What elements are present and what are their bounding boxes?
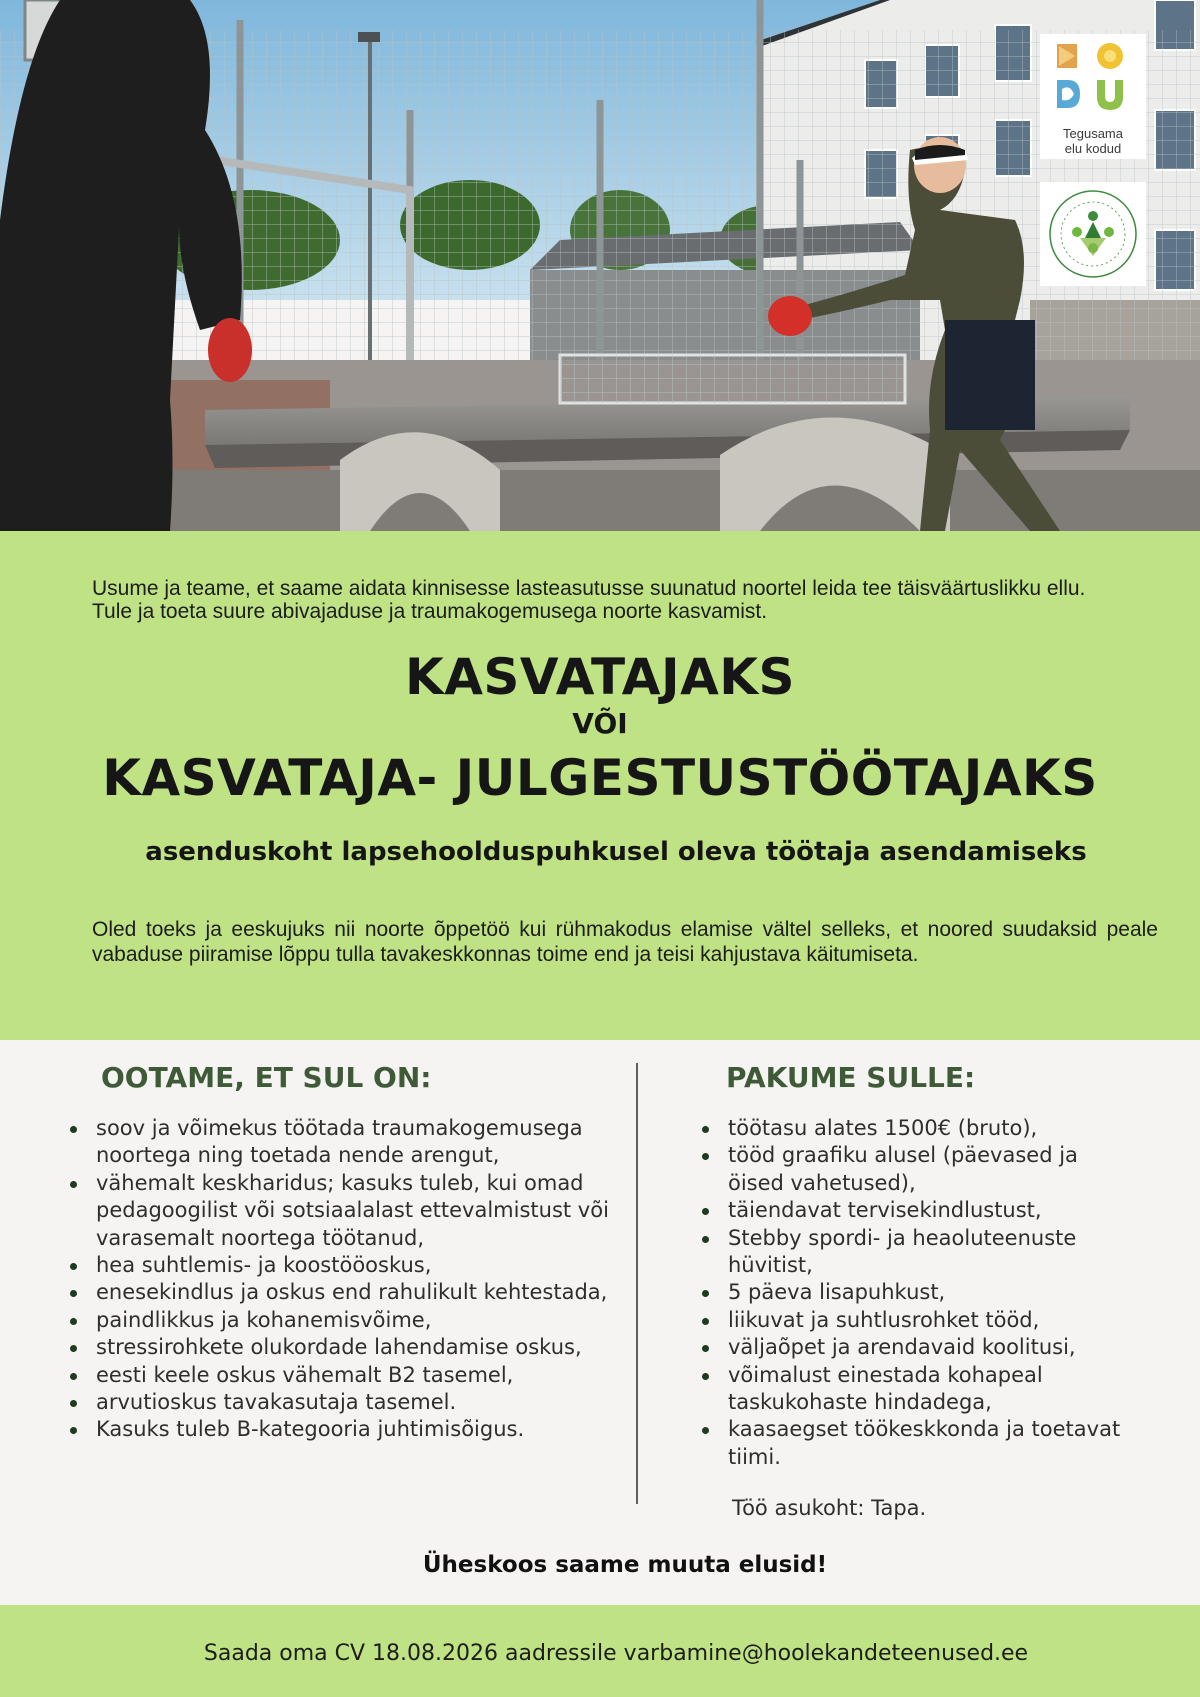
list-item: vähemalt keskharidus; kasuks tuleb, kui omad pedagoogilist või sotsiaalalast ettevalmistust või varasemalt noortega töötanud,	[68, 1170, 628, 1252]
values-seal-logo	[1040, 182, 1146, 286]
values-seal-icon	[1040, 182, 1146, 286]
intro-band	[0, 531, 1200, 1040]
application-instructions: Saada oma CV 18.08.2026 aadressile varbamine@hoolekandeteenused.ee	[203, 1641, 1029, 1666]
list-item: enesekindlus ja oskus end rahulikult kehtestada,	[68, 1279, 628, 1306]
kodu-logo	[1040, 34, 1146, 159]
kodu-caption-line-2: elu kodud	[1064, 141, 1122, 156]
column-divider	[636, 1063, 638, 1504]
offer-heading: PAKUME SULLE:	[726, 1061, 976, 1094]
list-item: 5 päeva lisapuhkust,	[700, 1279, 1140, 1306]
intro-text: Usume ja teame, et saame aidata kinnisesse lasteasutusse suunatud noortel leida tee täisväärtuslikku ellu. Tule ja toeta suure abivajaduse ja traumakogemusega noorte kasvamist.	[92, 577, 1086, 623]
lead-text: Oled toeks ja eeskujuks nii noorte õppetöö kui rühmakodus elamise vältel selleks, et noored suudaksid peale vabaduse piiramise lõppu tulla tavakeskkonnas toime end ja teisi kahjustava käitumiseta.	[92, 918, 1158, 966]
slogan: Üheskoos saame muuta elusid!	[422, 1552, 828, 1578]
requirements-list	[68, 1115, 628, 1444]
list-item: soov ja võimekus töötada traumakogemusega noortega ning toetada nende arengut,	[68, 1115, 628, 1170]
list-item: töötasu alates 1500€ (bruto),	[700, 1115, 1140, 1142]
list-item: Stebby spordi- ja heaoluteenuste hüvitist,	[700, 1225, 1140, 1280]
list-item: kaasaegset töökeskkonda ja toetavat tiimi.	[700, 1416, 1140, 1471]
kodu-logo-caption	[1040, 126, 1146, 156]
hero-photo	[0, 0, 1200, 531]
list-item: hea suhtlemis- ja koostööoskus,	[68, 1252, 628, 1279]
list-item: väljaõpet ja arendavaid koolitusi,	[700, 1334, 1140, 1361]
kodu-caption-line-1: Tegusama	[1063, 126, 1123, 141]
list-item: stressirohkete olukordade lahendamise oskus,	[68, 1334, 628, 1361]
title-or: VÕI	[572, 707, 628, 740]
list-item: tööd graafiku alusel (päevased ja öised vahetused),	[700, 1142, 1140, 1197]
job-subtitle: asenduskoht lapsehoolduspuhkusel oleva töötaja asendamiseks	[145, 837, 1087, 867]
offer-list	[700, 1115, 1140, 1471]
footer-band	[0, 1605, 1200, 1697]
work-location: Töö asukoht: Tapa.	[732, 1496, 927, 1520]
list-item: võimalust einestada kohapeal taskukohaste hindadega,	[700, 1362, 1140, 1417]
table-tennis-illustration	[0, 0, 1200, 531]
job-title-1: KASVATAJAKS	[404, 648, 796, 706]
list-item: eesti keele oskus vähemalt B2 tasemel,	[68, 1362, 628, 1389]
list-item: Kasuks tuleb B-kategooria juhtimisõigus.	[68, 1416, 628, 1443]
list-item: liikuvat ja suhtlusrohket tööd,	[700, 1307, 1140, 1334]
list-item: paindlikkus ja kohanemisvõime,	[68, 1307, 628, 1334]
list-item: täiendavat tervisekindlustust,	[700, 1197, 1140, 1224]
requirements-heading: OOTAME, ET SUL ON:	[101, 1061, 432, 1094]
job-title-2: KASVATAJA- JULGESTUSTÖÖTAJAKS	[102, 749, 1098, 807]
list-item: arvutioskus tavakasutaja tasemel.	[68, 1389, 628, 1416]
kodu-logo-mark	[1040, 34, 1146, 129]
